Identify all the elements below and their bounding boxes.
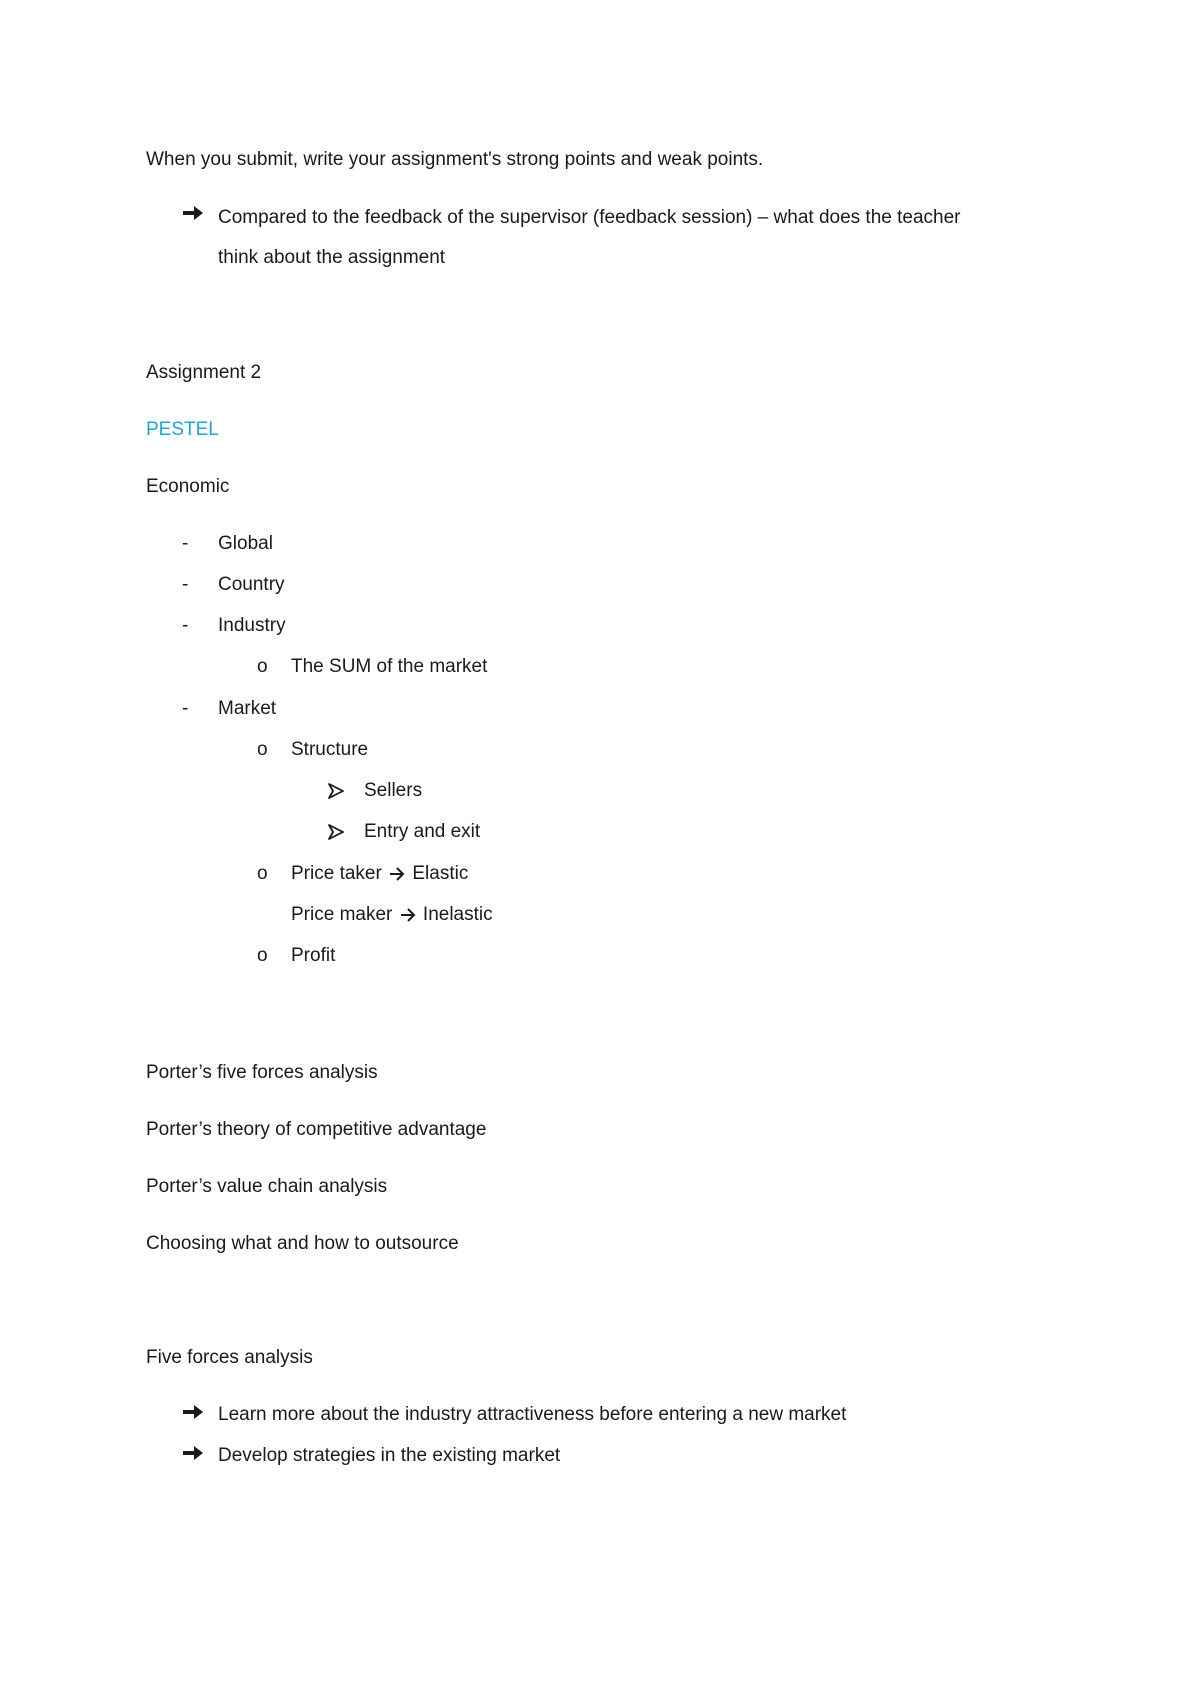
list-item-sellers: Sellers	[364, 780, 423, 801]
list-item-industry: Industry	[218, 615, 286, 636]
intro-arrow-text-line2: think about the assignment	[218, 247, 446, 268]
porter-item: Porter’s five forces analysis	[146, 1062, 378, 1083]
right-arrow-icon	[389, 867, 405, 881]
porter-item: Porter’s theory of competitive advantage	[146, 1119, 487, 1140]
list-item-profit: Profit	[291, 945, 336, 966]
list-item-market: Market	[218, 698, 277, 719]
circle-marker: o	[257, 945, 268, 966]
chevron-bullet-icon	[328, 783, 344, 799]
assignment-heading: Assignment 2	[146, 362, 262, 383]
circle-marker: o	[257, 739, 268, 760]
five-forces-bullet: Develop strategies in the existing market	[218, 1445, 561, 1466]
dash-marker: -	[182, 698, 189, 719]
porter-item: Choosing what and how to outsource	[146, 1233, 459, 1254]
list-item-global: Global	[218, 533, 273, 554]
intro-text: When you submit, write your assignment's strong points and weak points.	[146, 149, 764, 170]
five-forces-heading: Five forces analysis	[146, 1347, 313, 1368]
list-item-price-maker	[291, 903, 493, 927]
price-maker-value: Inelastic	[422, 904, 493, 925]
circle-marker: o	[257, 863, 268, 884]
dash-marker: -	[182, 574, 189, 595]
bold-right-arrow-icon	[182, 1404, 204, 1420]
list-item-entry-exit: Entry and exit	[364, 821, 481, 842]
right-arrow-icon	[400, 908, 416, 922]
five-forces-bullet: Learn more about the industry attractiveness before entering a new market	[218, 1404, 847, 1425]
dash-marker: -	[182, 615, 189, 636]
bold-right-arrow-icon	[182, 205, 204, 221]
list-item-structure: Structure	[291, 739, 369, 760]
porter-item: Porter’s value chain analysis	[146, 1176, 388, 1197]
circle-marker: o	[257, 656, 268, 677]
price-taker-value: Elastic	[412, 863, 469, 884]
pestel-heading: PESTEL	[146, 419, 219, 440]
price-taker-label: Price taker	[291, 863, 382, 884]
dash-marker: -	[182, 533, 189, 554]
intro-arrow-text-line1: Compared to the feedback of the supervisor (feedback session) – what does the teacher	[218, 207, 961, 228]
chevron-bullet-icon	[328, 824, 344, 840]
price-maker-label: Price maker	[291, 904, 393, 925]
list-item-industry-sub: The SUM of the market	[291, 656, 488, 677]
list-item-price-taker	[291, 862, 468, 886]
list-item-country: Country	[218, 574, 285, 595]
bold-right-arrow-icon	[182, 1445, 204, 1461]
economic-heading: Economic	[146, 476, 230, 497]
